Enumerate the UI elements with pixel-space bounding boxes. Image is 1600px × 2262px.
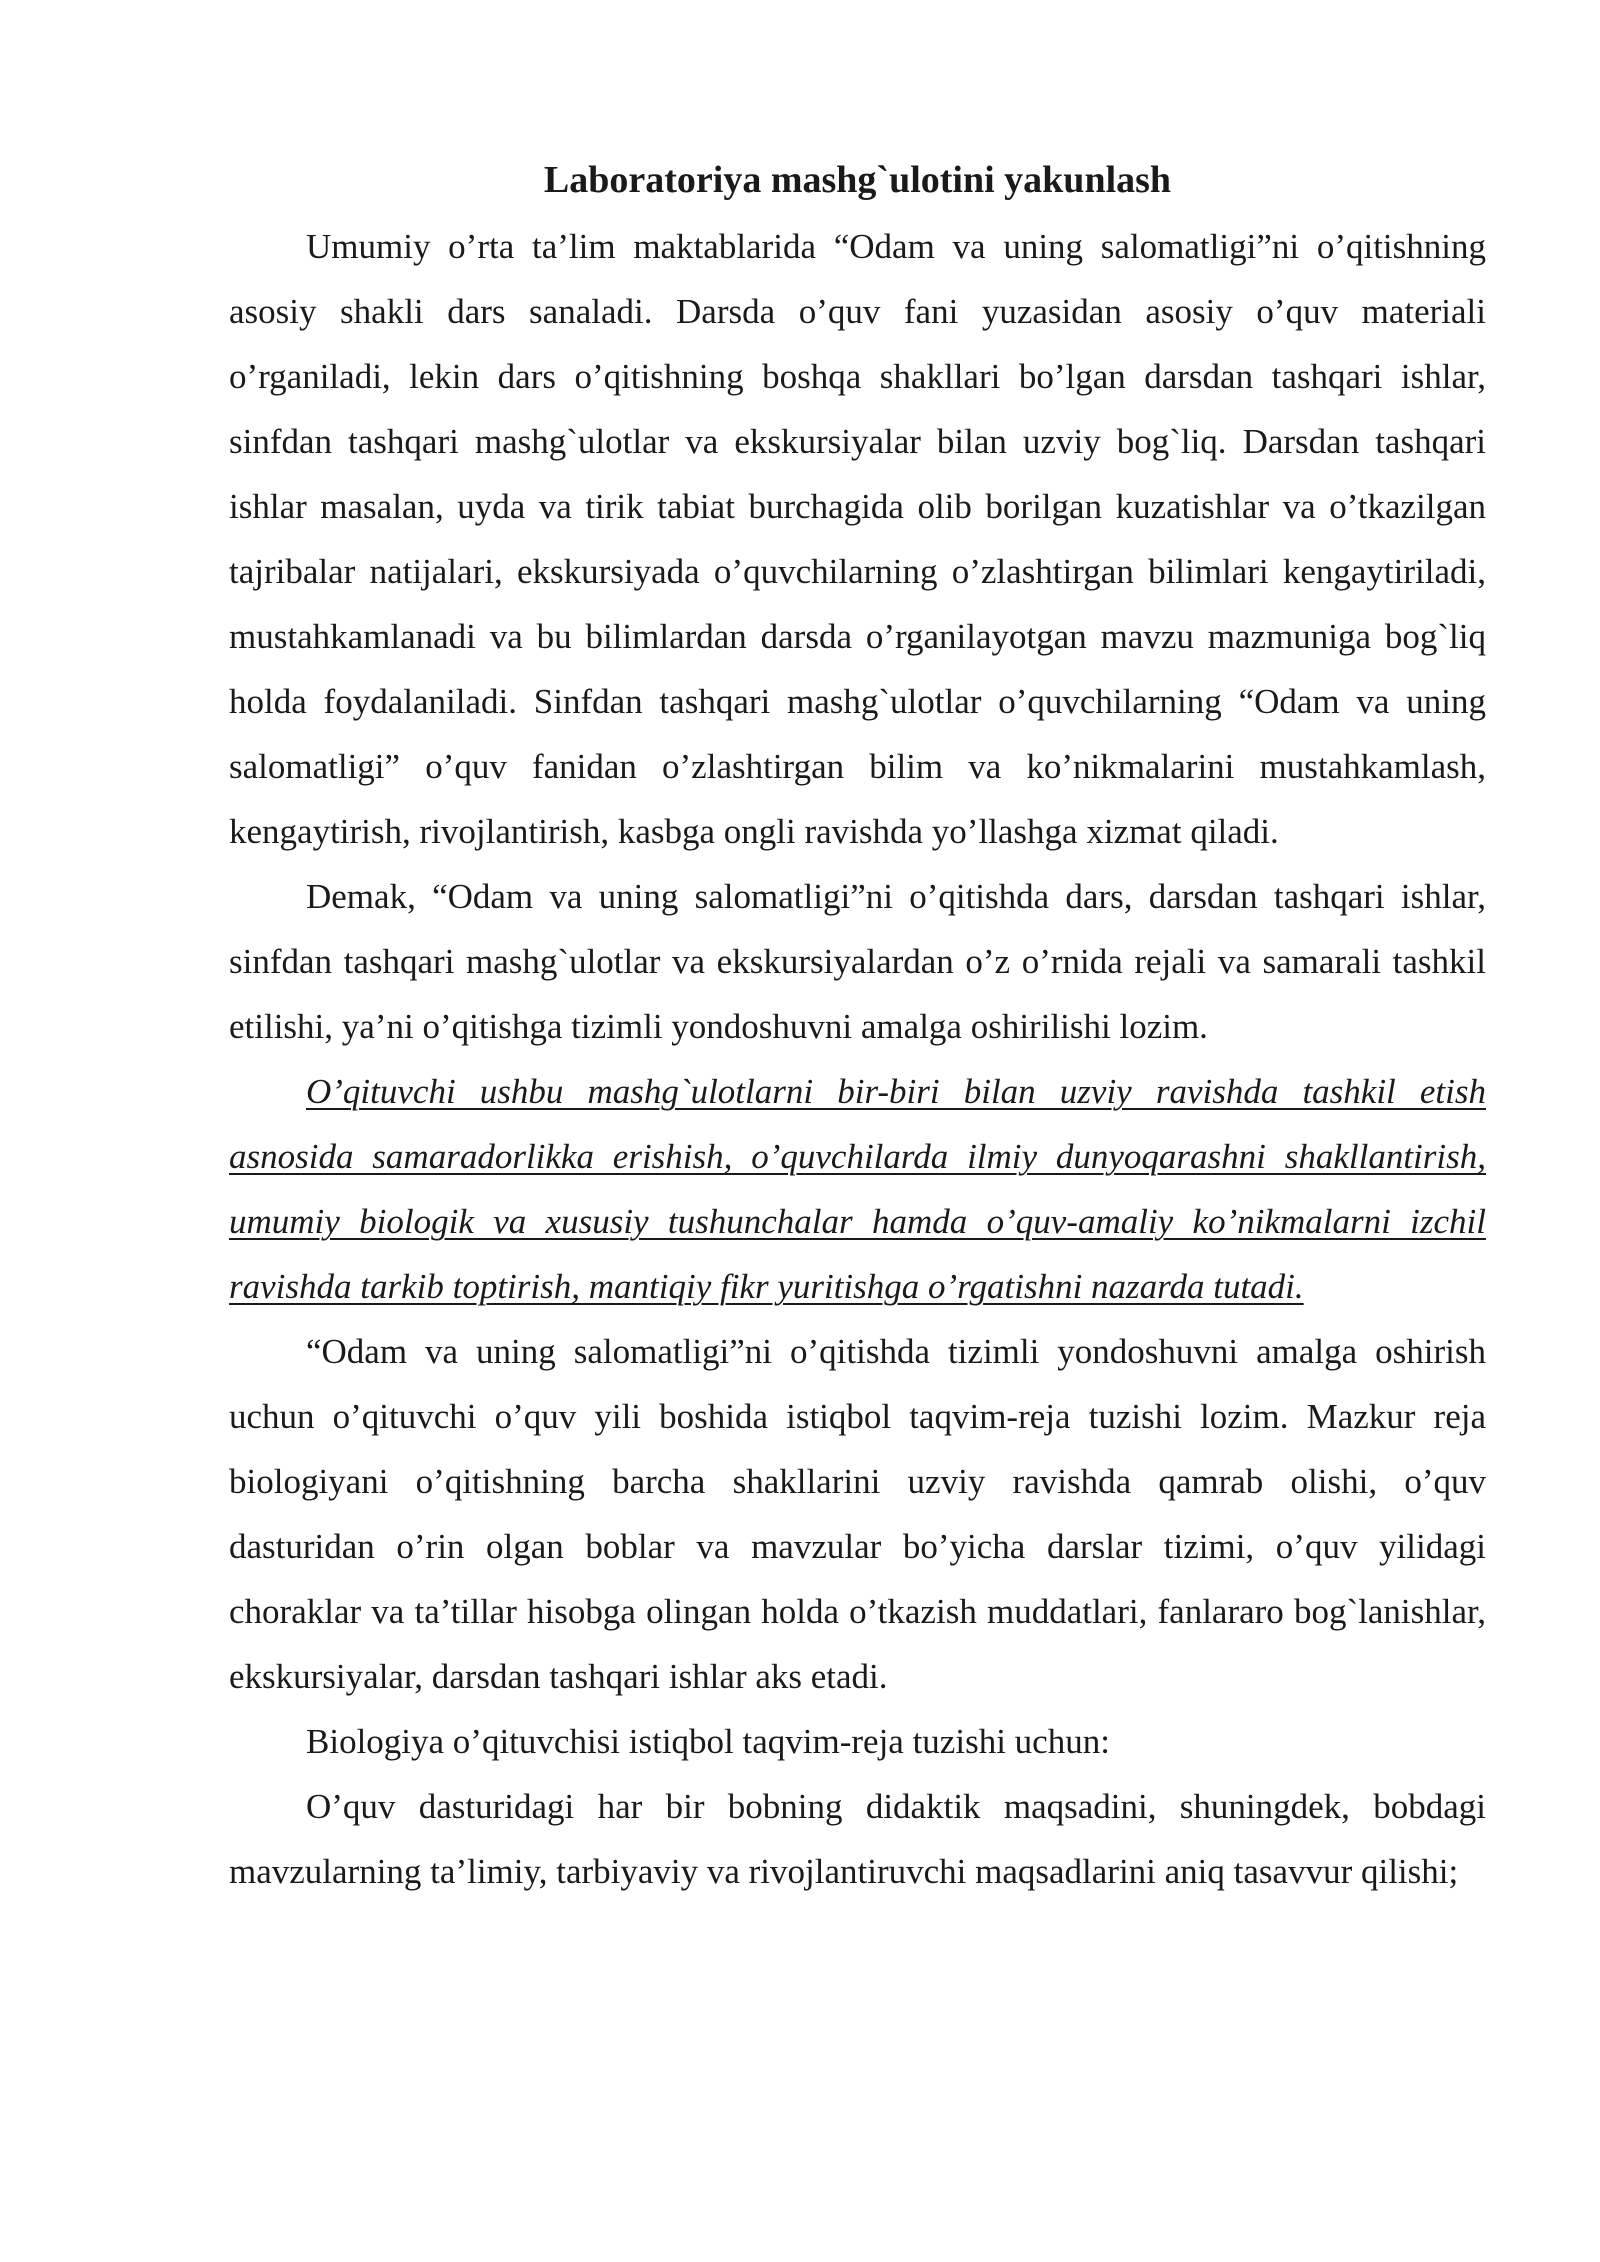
paragraph-planning: “Odam va uning salomatligi”ni o’qitishda tizimli yondoshuvni amalga oshirish uchun o’qituvchi o’quv yili boshida istiqbol taqvim-reja tuzishi lozim. Mazkur reja biologiyani o’qitishning barcha shakllarini uzviy ravishda qamrab olishi, o’quv dasturidan o’rin olgan boblar va mavzular bo’yicha darslar tizimi, o’quv yilidagi choraklar va ta’tillar hisobga olingan holda o’tkazish muddatlari, fanlararo bog`lanishlar, ekskursiyalar, darsdan tashqari ishlar aks etadi.	[229, 1332, 1486, 1696]
paragraph-list-item: O’quv dasturidagi har bir bobning didaktik maqsadini, shuningdek, bobdagi mavzularning ta’limiy, tarbiyaviy va rivojlantiruvchi maqsadlarini aniq tasavvur qilishi;	[229, 1787, 1486, 1891]
document-body	[229, 150, 1486, 1904]
paragraph-conclusion: Demak, “Odam va uning salomatligi”ni o’qitishda dars, darsdan tashqari ishlar, sinfdan tashqari mashg`ulotlar va ekskursiyalardan o’z o’rnida rejali va samarali tashkil etilishi, ya’ni o’qitishga tizimli yondoshuvni amalga oshirilishi lozim.	[229, 877, 1486, 1046]
paragraph-teacher-intro: Biologiya o’qituvchisi istiqbol taqvim-reja tuzishi uchun:	[306, 1722, 1110, 1761]
paragraph-intro: Umumiy o’rta ta’lim maktablarida “Odam va uning salomatligi”ni o’qitishning asosiy shakli dars sanaladi. Darsda o’quv fani yuzasidan asosiy o’quv materiali o’rganiladi, lekin dars o’qitishning boshqa shakllari bo’lgan darsdan tashqari ishlar, sinfdan tashqari mashg`ulotlar va ekskursiyalar bilan uzviy bog`liq. Darsdan tashqari ishlar masalan, uyda va tirik tabiat burchagida olib borilgan kuzatishlar va o’tkazilgan tajribalar natijalari, ekskursiyada o’quvchilarning o’zlashtirgan bilimlari kengaytiriladi, mustahkamlanadi va bu bilimlardan darsda o’rganilayotgan mavzu mazmuniga bog`liq holda foydalaniladi. Sinfdan tashqari mashg`ulotlar o’quvchilarning “Odam va uning salomatligi” o’quv fanidan o’zlashtirgan bilim va ko’nikmalarini mustahkamlash, kengaytirish, rivojlantirish, kasbga ongli ravishda yo’llashga xizmat qiladi.	[229, 227, 1486, 851]
paragraph-emphasized: O’qituvchi ushbu mashg`ulotlarni bir-biri bilan uzviy ravishda tashkil etish asnosida samaradorlikka erishish, o’quvchilarda ilmiy dunyoqarashni shakllantirish, umumiy biologik va xususiy tushunchalar hamda o’quv-amaliy ko’nikmalarni izchil ravishda tarkib toptirish, mantiqiy fikr yuritishga o’rgatishni nazarda tutadi.	[229, 1072, 1486, 1306]
document-title: Laboratoriya mashg`ulotini yakunlash	[543, 159, 1172, 201]
